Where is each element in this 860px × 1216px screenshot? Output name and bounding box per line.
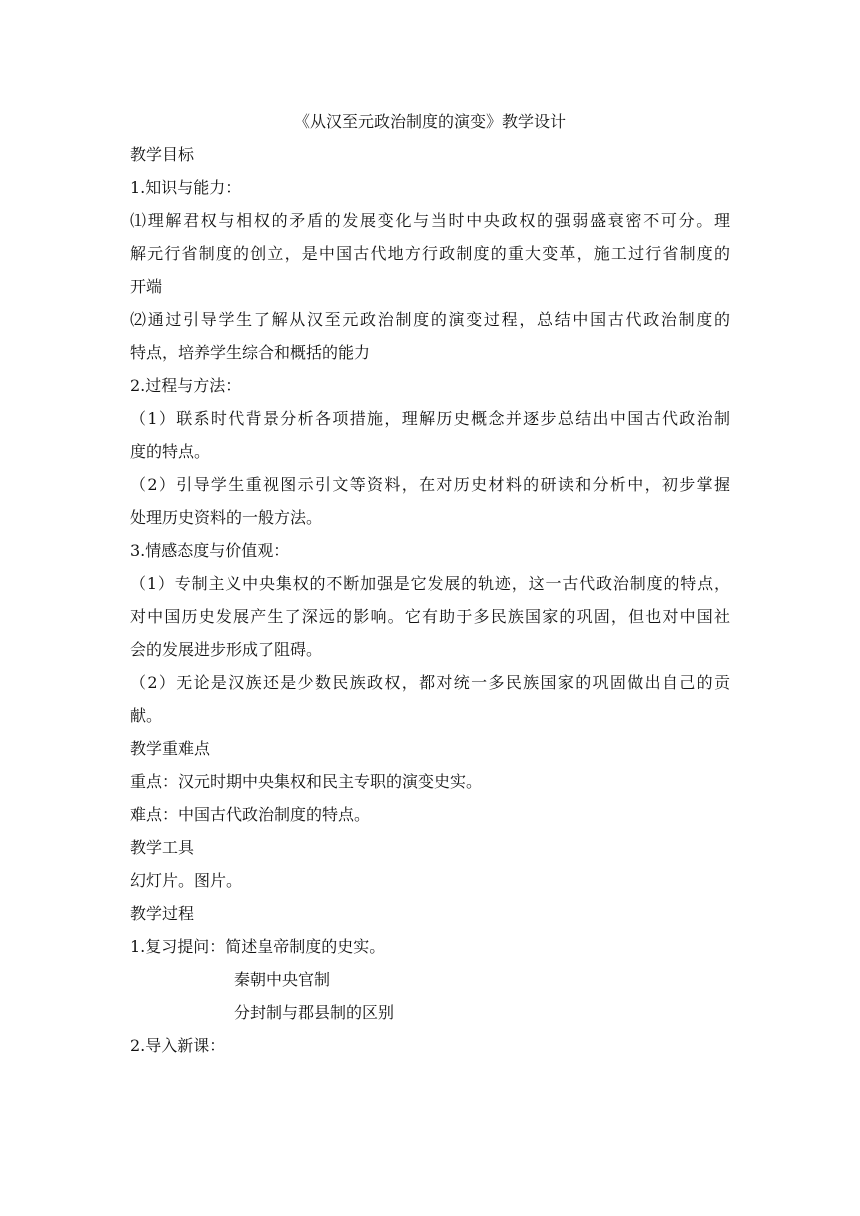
indented-line: 秦朝中央官制 [234,970,331,989]
subheading-values: 3.情感态度与价值观： [130,541,290,560]
paragraph-line: 1.复习提问：简述皇帝制度的史实。 [130,937,386,956]
section-heading-process: 教学过程 [130,904,195,923]
paragraph-line: 2.导入新课： [130,1036,226,1055]
paragraph-line: （1）联系时代背景分析各项措施，理解历史概念并逐步总结出中国古代政治制 [130,409,730,428]
document-title: 《从汉至元政治制度的演变》教学设计 [293,112,566,131]
paragraph-line: 重点：汉元时期中央集权和民主专职的演变史实。 [130,772,483,791]
paragraph-line: 解元行省制度的创立，是中国古代地方行政制度的重大变革，施工过行省制度的 [130,244,730,263]
paragraph-line: ⑴理解君权与相权的矛盾的发展变化与当时中央政权的强弱盛衰密不可分。理 [130,211,730,230]
paragraph-line: 处理历史资料的一般方法。 [130,508,323,527]
paragraph-line: 幻灯片。图片。 [130,871,243,890]
indented-line: 分封制与郡县制的区别 [234,1003,395,1022]
section-heading-objectives: 教学目标 [130,145,195,164]
paragraph-line: 献。 [130,706,163,725]
paragraph-line: （2）无论是汉族还是少数民族政权，都对统一多民族国家的巩固做出自己的贡 [130,673,730,692]
subheading-knowledge: 1.知识与能力： [130,178,242,197]
paragraph-line: ⑵通过引导学生了解从汉至元政治制度的演变过程，总结中国古代政治制度的 [130,310,730,329]
paragraph-line: （1）专制主义中央集权的不断加强是它发展的轨迹，这一古代政治制度的特点， [130,574,730,593]
paragraph-line: 对中国历史发展产生了深远的影响。它有助于多民族国家的巩固，但也对中国社 [130,607,730,626]
section-heading-tools: 教学工具 [130,838,195,857]
paragraph-line: 特点，培养学生综合和概括的能力 [130,343,371,362]
paragraph-line: 难点：中国古代政治制度的特点。 [130,805,371,824]
paragraph-line: 度的特点。 [130,442,211,461]
section-heading-key-points: 教学重难点 [130,739,211,758]
document-body [130,105,730,1062]
paragraph-line: 会的发展进步形成了阻碍。 [130,640,323,659]
paragraph-line: （2）引导学生重视图示引文等资料，在对历史材料的研读和分析中，初步掌握 [130,475,730,494]
paragraph-line: 开端 [130,277,163,296]
subheading-process: 2.过程与方法： [130,376,242,395]
